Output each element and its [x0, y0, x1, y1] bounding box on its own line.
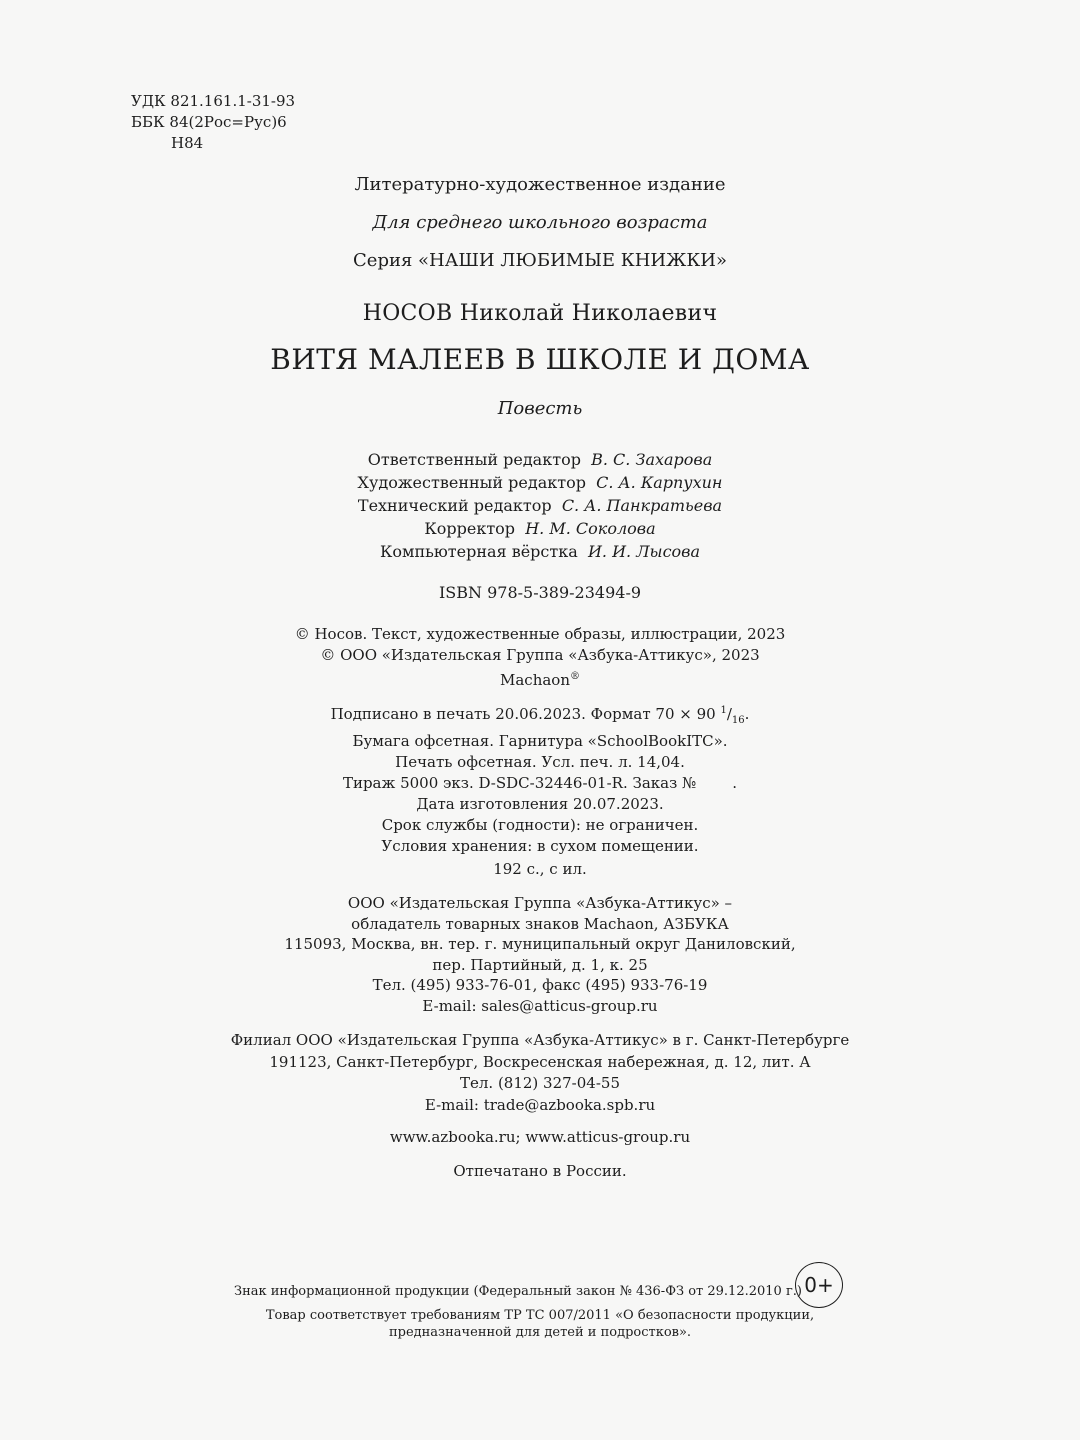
author-name: НОСОВ Николай Николаевич	[362, 301, 718, 326]
format-fraction-numerator: 1	[720, 705, 727, 716]
credit-role: Ответственный редактор	[367, 450, 581, 469]
credit-name: Н. М. Соколова	[525, 519, 656, 538]
printing-info: Печать офсетная. Усл. печ. л. 14,04.	[395, 753, 685, 771]
author-mark: Н84	[171, 134, 204, 152]
copyright-text: © Носов. Текст, художественные образы, иллюстрации, 2023	[294, 625, 786, 643]
print-info	[0, 700, 1080, 857]
publisher-trademarks: обладатель товарных знаков Machaon, АЗБУКА	[351, 914, 729, 933]
credit-name: В. С. Захарова	[591, 450, 713, 469]
series-name: Серия «НАШИ ЛЮБИМЫЕ КНИЖКИ»	[353, 250, 727, 271]
credits-list	[0, 448, 1080, 563]
edition-header	[0, 174, 1080, 272]
udk-code: УДК 821.161.1-31-93	[131, 92, 296, 110]
storage-conditions: Условия хранения: в сухом помещении.	[381, 837, 699, 855]
age-group: Для среднего школьного возраста	[372, 212, 708, 233]
branch-email: E-mail: trade@azbooka.spb.ru	[424, 1095, 656, 1114]
credit-item	[0, 540, 1080, 563]
credit-item	[0, 471, 1080, 494]
branch-address: 191123, Санкт-Петербург, Воскресенская набережная, д. 12, лит. А	[269, 1052, 811, 1071]
compliance-note	[0, 1307, 1080, 1341]
credit-role: Корректор	[424, 519, 516, 538]
brand-line	[0, 666, 1080, 691]
publisher-name: ООО «Издательская Группа «Азбука-Аттикус» –	[347, 894, 733, 912]
publisher-address-2: пер. Партийный, д. 1, к. 25	[432, 955, 648, 974]
age-rating-badge	[795, 1262, 843, 1308]
credit-role: Компьютерная вёрстка	[379, 542, 578, 561]
run-info	[0, 773, 1080, 794]
book-title: ВИТЯ МАЛЕЕВ В ШКОЛЕ И ДОМА	[270, 343, 810, 376]
credit-name: И. И. Лысова	[587, 542, 701, 561]
manufacture-date: Дата изготовления 20.07.2023.	[416, 795, 664, 813]
publisher-phone: Тел. (495) 933-76-01, факс (495) 933-76-19	[372, 976, 708, 995]
run-text: Тираж 5000 экз. D-SDC-32446-01-R. Заказ №	[342, 774, 697, 792]
classification-codes	[131, 91, 295, 154]
credit-item	[0, 517, 1080, 540]
edition-type: Литературно-художественное издание	[354, 174, 726, 195]
format-fraction-slash: /	[726, 705, 732, 723]
signed-to-print	[0, 700, 1080, 731]
signed-text: Подписано в печать 20.06.2023. Формат 70 × 90	[330, 705, 721, 723]
publisher-address-1: 115093, Москва, вн. тер. г. муниципальный округ Даниловский,	[284, 935, 796, 954]
compliance-line-1: Товар соответствует требованиям ТР ТС 007/2011 «О безопасности продукции,	[265, 1308, 815, 1323]
branch-block	[0, 1030, 1080, 1116]
copyright-publisher: © ООО «Издательская Группа «Азбука-Аттикус», 2023	[320, 646, 760, 664]
websites: www.azbooka.ru; www.atticus-group.ru	[389, 1128, 691, 1146]
credit-name: С. А. Карпухин	[596, 473, 723, 492]
page-count: 192 с., с ил.	[493, 860, 587, 878]
publisher-email: E-mail: sales@atticus-group.ru	[422, 996, 658, 1015]
shelf-life: Срок службы (годности): не ограничен.	[381, 816, 699, 834]
isbn: ISBN 978-5-389-23494-9	[438, 583, 642, 602]
brand-name: Machaon	[500, 671, 570, 689]
format-fraction-denominator: 16	[731, 715, 745, 726]
run-suffix: .	[732, 774, 738, 792]
age-rating: 0+	[804, 1273, 834, 1297]
branch-name: Филиал ООО «Издательская Группа «Азбука-Аттикус» в г. Санкт-Петербурге	[230, 1031, 850, 1049]
credit-item	[0, 448, 1080, 471]
credit-role: Технический редактор	[357, 496, 552, 515]
registered-mark: ®	[570, 671, 580, 682]
signed-suffix: .	[744, 705, 750, 723]
credit-role: Художественный редактор	[357, 473, 586, 492]
paper-info: Бумага офсетная. Гарнитура «SchoolBookITC».	[352, 732, 728, 750]
book-genre: Повесть	[497, 398, 583, 419]
copyright-block	[0, 624, 1080, 691]
branch-phone: Тел. (812) 327-04-55	[460, 1074, 620, 1092]
bbk-code: ББК 84(2Рос=Рус)6	[131, 113, 287, 131]
publisher-block	[0, 893, 1080, 1017]
compliance-line-2: предназначенной для детей и подростков».	[388, 1325, 692, 1340]
credit-name: С. А. Панкратьева	[561, 496, 723, 515]
printed-in: Отпечатано в России.	[453, 1162, 627, 1180]
info-product-sign: Знак информационной продукции (Федеральный закон № 436-ФЗ от 29.12.2010 г.)	[234, 1284, 802, 1299]
book-info	[0, 300, 1080, 420]
credit-item	[0, 494, 1080, 517]
